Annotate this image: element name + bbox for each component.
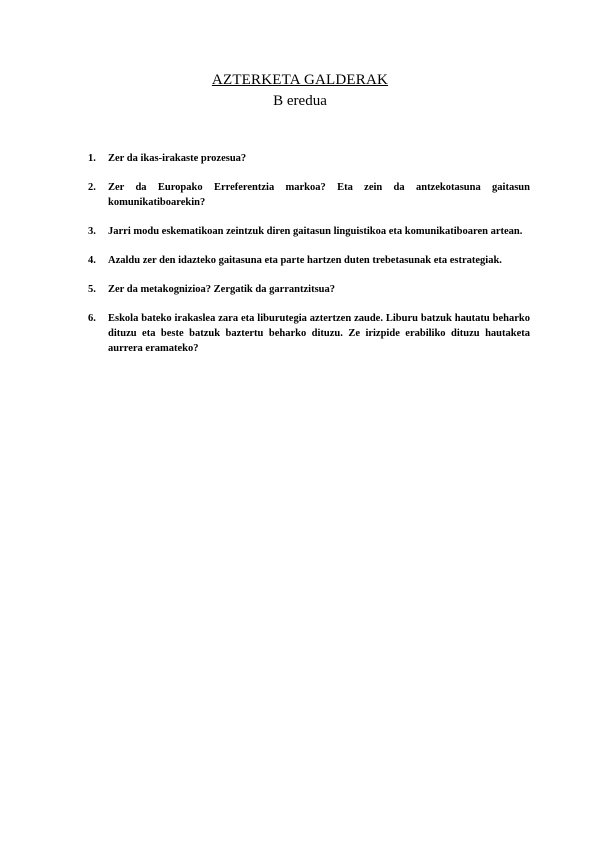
question-item — [88, 224, 530, 239]
question-text: Zer da metakognizioa? Zergatik da garrantzitsua? — [108, 284, 336, 295]
question-item — [88, 180, 530, 210]
question-text: Zer da Europako Erreferentzia markoa? Eta zein da antzekotasuna gaitasun komunikatiboarekin? — [108, 182, 530, 208]
document-subtitle: B eredua — [273, 93, 327, 109]
question-item — [88, 253, 530, 268]
question-number: 4. — [88, 255, 96, 266]
question-text: Azaldu zer den idazteko gaitasuna eta parte hartzen duten trebetasunak eta estrategiak. — [108, 255, 502, 266]
question-item — [88, 282, 530, 297]
question-item — [88, 151, 530, 166]
question-text: Eskola bateko irakaslea zara eta liburutegia aztertzen zaude. Liburu batzuk hautatu beharko dituzu eta beste batzuk baztertu beharko dituzu. Ze irizpide erabiliko dituzu hautaketa aurrera eramateko? — [108, 313, 530, 354]
question-number: 3. — [88, 226, 96, 237]
question-number: 2. — [88, 182, 96, 193]
question-number: 1. — [88, 153, 96, 164]
question-number: 6. — [88, 313, 96, 324]
question-list — [88, 151, 530, 370]
question-text: Zer da ikas-irakaste prozesua? — [108, 153, 247, 164]
document-title: AZTERKETA GALDERAK — [211, 72, 389, 88]
question-item — [88, 311, 530, 356]
question-number: 5. — [88, 284, 96, 295]
question-text: Jarri modu eskematikoan zeintzuk diren gaitasun linguistikoa eta komunikatiboaren artean. — [108, 226, 523, 237]
